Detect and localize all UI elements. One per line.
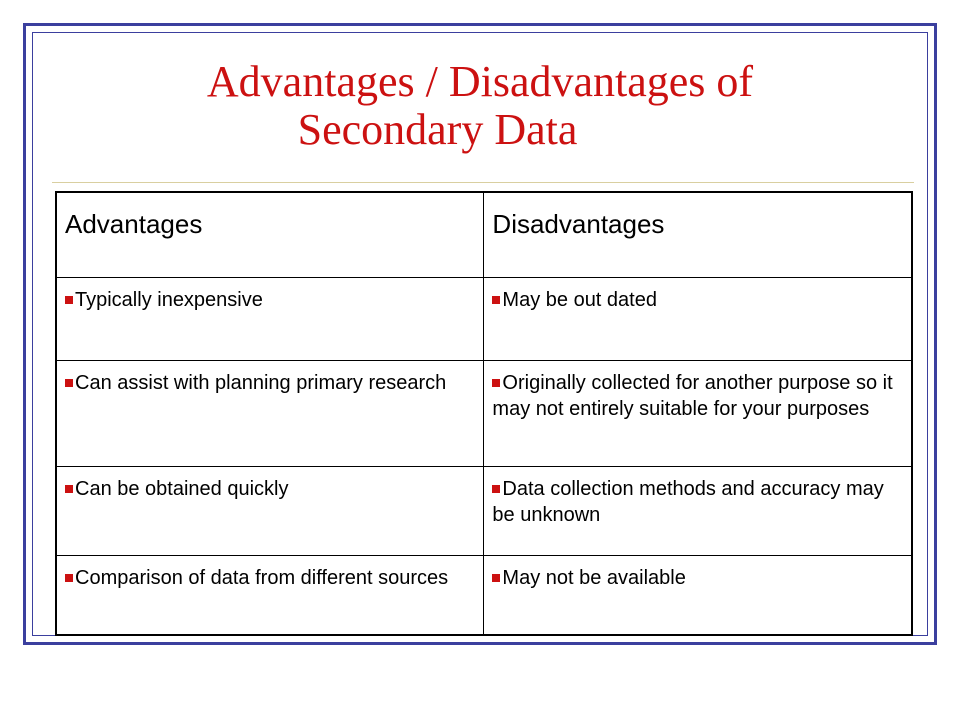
advantage-cell	[56, 466, 484, 555]
advantage-text: Can assist with planning primary research	[75, 371, 447, 394]
advantage-text: Typically inexpensive	[75, 288, 263, 311]
disadvantage-text: Originally collected for another purpose so it may not entirely suitable for your purposes	[492, 371, 893, 420]
square-bullet-icon	[65, 485, 73, 493]
table-row	[56, 555, 912, 635]
disadvantage-cell	[484, 466, 912, 555]
advantage-text: Comparison of data from different sources	[75, 566, 449, 589]
advantage-cell	[56, 555, 484, 635]
table-row	[56, 466, 912, 555]
square-bullet-icon	[492, 296, 500, 304]
square-bullet-icon	[492, 379, 500, 387]
advantage-cell	[56, 360, 484, 466]
slide-title-line-2: Secondary Data	[297, 105, 578, 154]
header-disadvantages: Disadvantages	[484, 192, 912, 277]
disadvantage-cell	[484, 277, 912, 360]
square-bullet-icon	[65, 296, 73, 304]
square-bullet-icon	[65, 574, 73, 582]
table-header-row	[56, 192, 912, 277]
square-bullet-icon	[65, 379, 73, 387]
disadvantage-text: May not be available	[502, 566, 686, 589]
slide-title-line-1: Advantages / Disadvantages of	[206, 57, 754, 106]
slide-title	[40, 58, 920, 154]
square-bullet-icon	[492, 574, 500, 582]
disadvantage-text: Data collection methods and accuracy may be unknown	[492, 477, 884, 526]
comparison-table	[55, 191, 913, 636]
title-divider	[52, 182, 914, 183]
advantage-cell	[56, 277, 484, 360]
disadvantage-cell	[484, 555, 912, 635]
table-row	[56, 360, 912, 466]
disadvantage-text: May be out dated	[502, 288, 657, 311]
header-advantages: Advantages	[56, 192, 484, 277]
square-bullet-icon	[492, 485, 500, 493]
disadvantage-cell	[484, 360, 912, 466]
advantage-text: Can be obtained quickly	[75, 477, 289, 500]
table-row	[56, 277, 912, 360]
